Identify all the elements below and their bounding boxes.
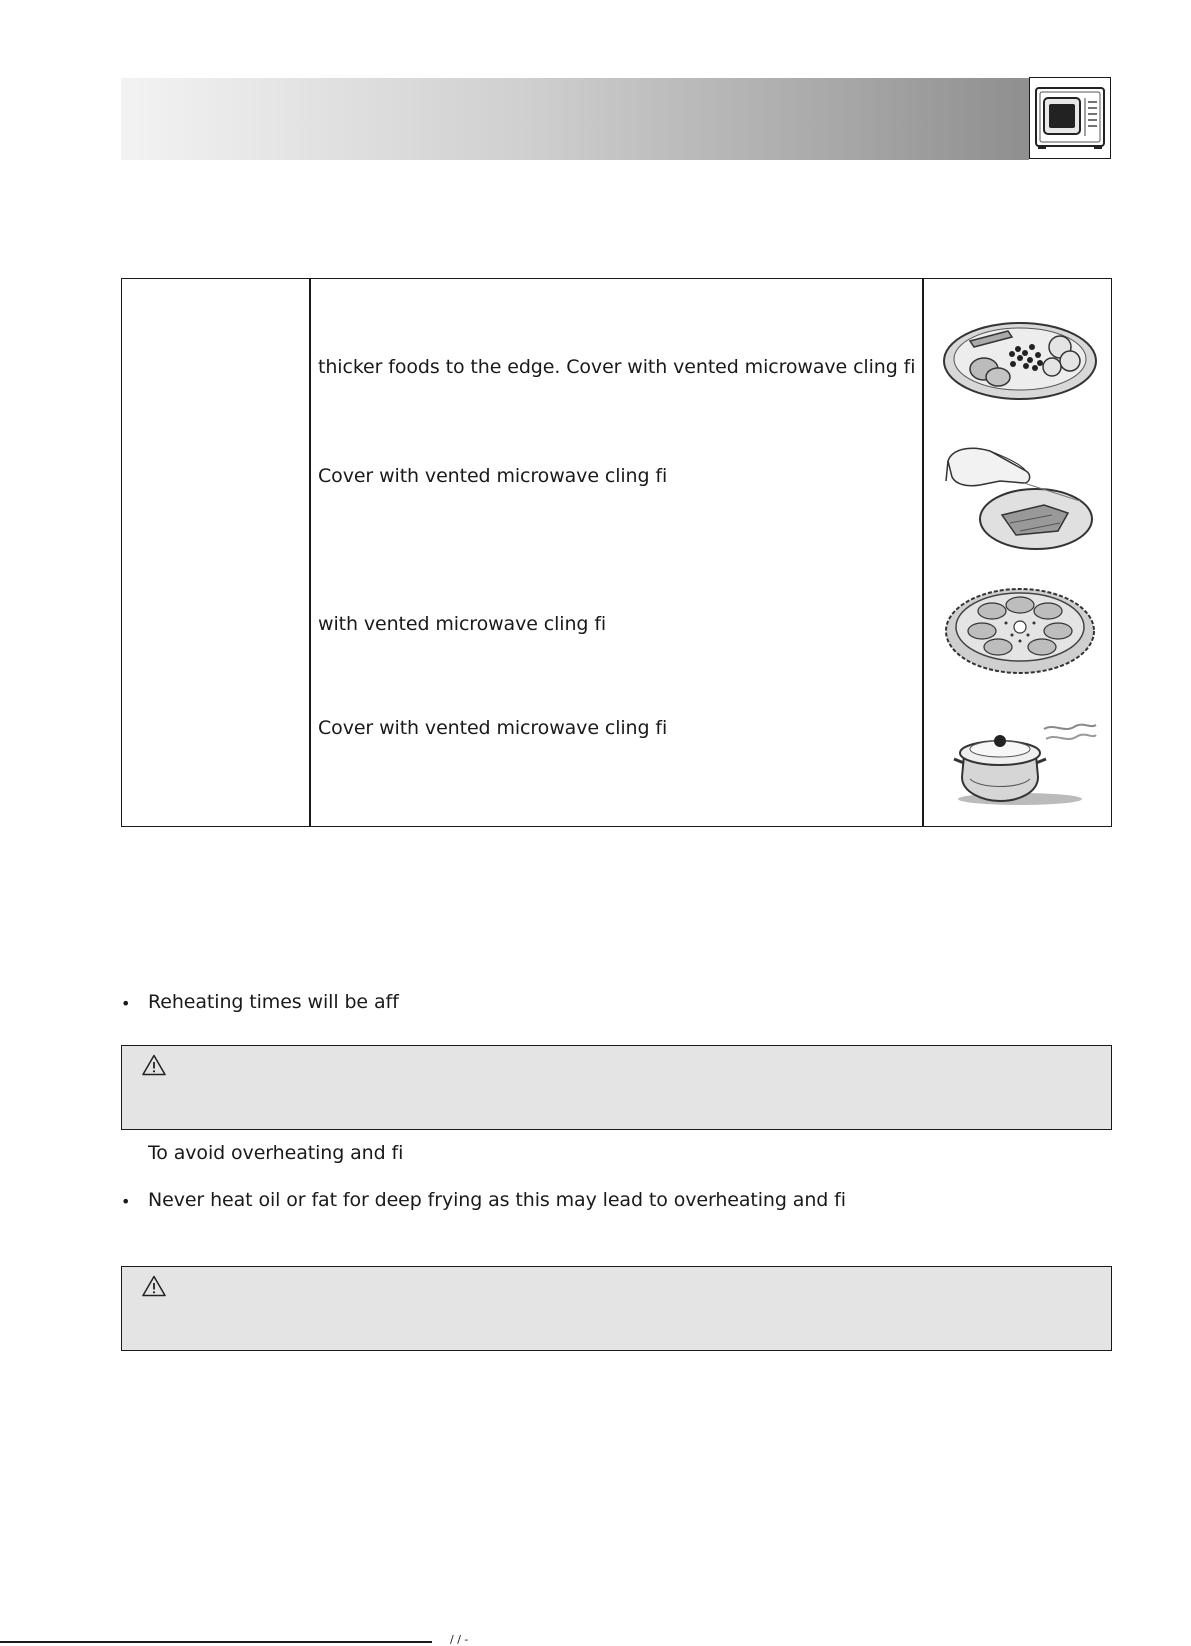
reheating-table (121, 278, 1112, 827)
table-row-text: with vented microwave cling fi (318, 613, 607, 635)
steaming-covered-pot-icon (940, 707, 1098, 807)
header-icon-box (1029, 77, 1111, 159)
table-row-text: Cover with vented microwave cling fi (318, 717, 668, 739)
bullet-marker: • (121, 1192, 131, 1211)
plated-meal-icon (940, 311, 1098, 403)
page-footer-text: / / - (450, 1633, 469, 1646)
warning-box (121, 1045, 1112, 1130)
table-row-text: thicker foods to the edge. Cover with vented microwave cling fi (318, 356, 916, 378)
microwave-oven-icon (1030, 78, 1110, 158)
pie-dish-icon (940, 579, 1098, 679)
bullet-marker: • (121, 994, 131, 1013)
warning-box (121, 1266, 1112, 1351)
table-column-divider (922, 279, 924, 826)
warning-triangle-icon (142, 1275, 166, 1297)
overheating-text: To avoid overheating and fi (148, 1142, 404, 1164)
header-band (121, 78, 1029, 160)
bullet-reheating-text: Reheating times will be aff (148, 991, 399, 1013)
table-row-text: Cover with vented microwave cling fi (318, 465, 668, 487)
footer-rule (0, 1641, 432, 1643)
hand-covering-plate-icon (940, 441, 1098, 559)
table-column-divider (309, 279, 311, 826)
bullet-deep-frying-text: Never heat oil or fat for deep frying as this may lead to overheating and fi (148, 1189, 846, 1211)
warning-triangle-icon (142, 1054, 166, 1076)
